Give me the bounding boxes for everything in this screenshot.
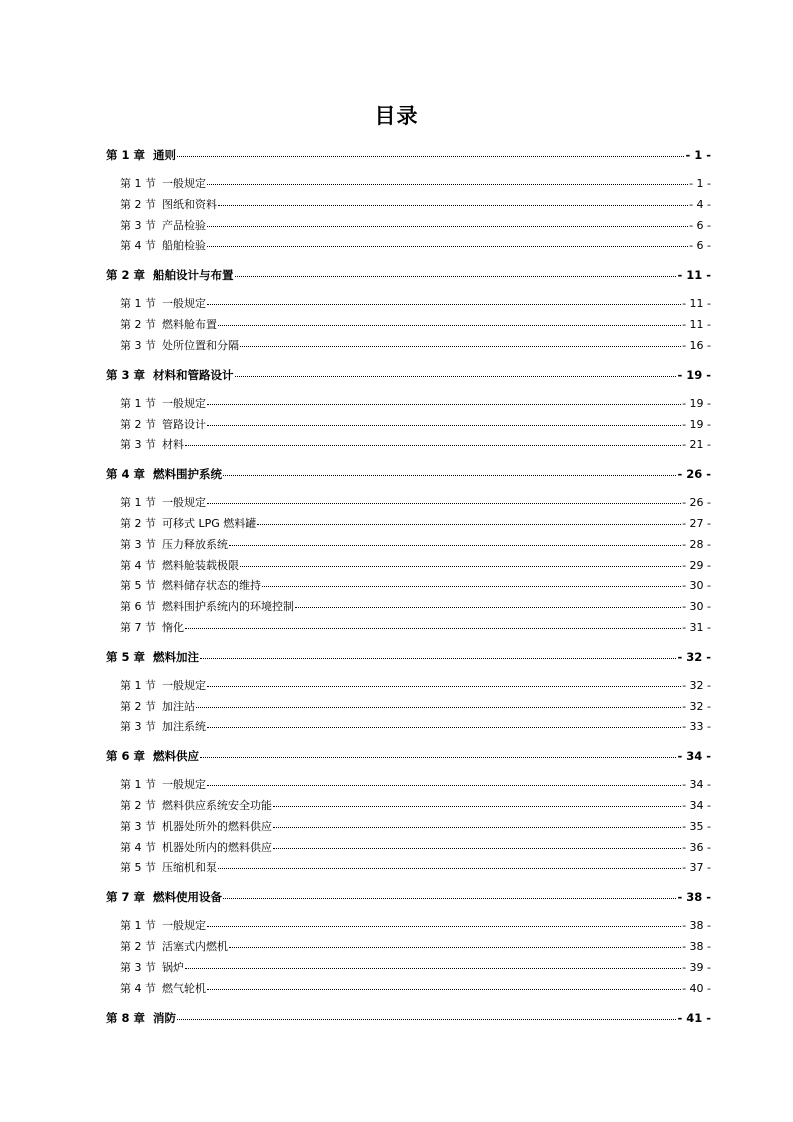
toc-leader-dots: [207, 184, 688, 185]
toc-entry-title: 燃料围护系统: [153, 467, 223, 481]
toc-entry-number: 第 7 章: [106, 890, 146, 904]
toc-entry-title: 一般规定: [162, 679, 206, 692]
toc-leader-dots: [229, 947, 681, 948]
toc-section-entry[interactable]: [120, 537, 711, 553]
toc-entry-page: - 4 -: [689, 198, 711, 211]
toc-leader-dots: [207, 425, 681, 426]
toc-leader-dots: [207, 926, 681, 927]
toc-entry-title: 可移式 LPG 燃料罐: [162, 517, 257, 530]
toc-entry-title: 一般规定: [162, 919, 206, 932]
toc-entry-page: - 19 -: [677, 368, 711, 382]
toc-entry-page: - 39 -: [682, 961, 711, 974]
toc-entry-page: - 21 -: [682, 438, 711, 451]
toc-entry-title: 船舶设计与布置: [153, 268, 234, 282]
toc-entry-number: 第 1 节: [120, 919, 156, 932]
toc-entry-page: - 36 -: [682, 841, 711, 854]
toc-entry-number: 第 2 节: [120, 318, 156, 331]
toc-entry-number: 第 3 节: [120, 720, 156, 733]
toc-entry-title: 加注系统: [162, 720, 206, 733]
toc-section-entry[interactable]: [120, 860, 711, 876]
toc-leader-dots: [235, 376, 677, 377]
toc-section-entry[interactable]: [120, 296, 711, 312]
toc-entry-page: - 33 -: [682, 720, 711, 733]
toc-section-entry[interactable]: [120, 317, 711, 333]
toc-leader-dots: [207, 226, 688, 227]
toc-entry-page: - 32 -: [682, 679, 711, 692]
toc-entry-title: 燃料加注: [153, 650, 200, 664]
toc-entry-page: - 37 -: [682, 861, 711, 874]
toc-leader-dots: [273, 848, 681, 849]
toc-entry-page: - 30 -: [682, 600, 711, 613]
toc-section-entry[interactable]: [120, 699, 711, 715]
toc-chapter-entry[interactable]: [106, 748, 711, 764]
toc-leader-dots: [240, 566, 681, 567]
toc-entry-title: 消防: [153, 1011, 177, 1025]
toc-leader-dots: [207, 785, 681, 786]
toc-leader-dots: [273, 806, 681, 807]
toc-entry-page: - 31 -: [682, 621, 711, 634]
toc-leader-dots: [218, 868, 681, 869]
toc-chapter-entry[interactable]: [106, 1010, 711, 1026]
toc-entry-title: 一般规定: [162, 397, 206, 410]
toc-entry-number: 第 3 节: [120, 961, 156, 974]
toc-section-entry[interactable]: [120, 238, 711, 254]
toc-entry-page: - 11 -: [682, 318, 711, 331]
toc-entry-title: 燃料供应系统安全功能: [162, 799, 272, 812]
toc-leader-dots: [223, 898, 676, 899]
toc-entry-number: 第 7 节: [120, 621, 156, 634]
toc-section-entry[interactable]: [120, 960, 711, 976]
toc-entry-number: 第 5 节: [120, 861, 156, 874]
toc-section-entry[interactable]: [120, 578, 711, 594]
toc-entry-page: - 26 -: [682, 496, 711, 509]
toc-entry-page: - 38 -: [682, 919, 711, 932]
toc-entry-number: 第 3 节: [120, 538, 156, 551]
toc-leader-dots: [177, 1019, 676, 1020]
toc-entry-page: - 35 -: [682, 820, 711, 833]
toc-leader-dots: [207, 503, 681, 504]
toc-leader-dots: [218, 325, 681, 326]
toc-section-entry[interactable]: [120, 819, 711, 835]
toc-leader-dots: [177, 156, 684, 157]
toc-entry-number: 第 8 章: [106, 1011, 146, 1025]
toc-entry-number: 第 1 节: [120, 177, 156, 190]
toc-section-entry[interactable]: [120, 176, 711, 192]
toc-entry-number: 第 1 节: [120, 397, 156, 410]
toc-entry-page: - 30 -: [682, 579, 711, 592]
toc-leader-dots: [223, 475, 676, 476]
toc-leader-dots: [207, 727, 681, 728]
toc-entry-page: - 41 -: [677, 1011, 711, 1025]
toc-entry-page: - 34 -: [682, 799, 711, 812]
toc-entry-title: 压缩机和泵: [162, 861, 217, 874]
toc-entry-title: 惰化: [162, 621, 184, 634]
toc-chapter-entry[interactable]: [106, 889, 711, 905]
toc-leader-dots: [207, 686, 681, 687]
toc-entry-title: 产品检验: [162, 219, 206, 232]
toc-leader-dots: [185, 445, 681, 446]
toc-entry-number: 第 4 节: [120, 982, 156, 995]
toc-entry-page: - 32 -: [682, 700, 711, 713]
toc-entry-number: 第 1 节: [120, 297, 156, 310]
toc-leader-dots: [200, 757, 676, 758]
toc-entry-number: 第 1 章: [106, 148, 146, 162]
toc-section-entry[interactable]: [120, 417, 711, 433]
toc-entry-page: - 34 -: [677, 749, 711, 763]
toc-entry-page: - 32 -: [677, 650, 711, 664]
toc-entry-page: - 40 -: [682, 982, 711, 995]
toc-entry-number: 第 2 节: [120, 198, 156, 211]
toc-entry-number: 第 2 节: [120, 799, 156, 812]
toc-entry-title: 机器处所外的燃料供应: [162, 820, 272, 833]
toc-entry-page: - 34 -: [682, 778, 711, 791]
toc-entry-number: 第 3 章: [106, 368, 146, 382]
toc-entry-title: 一般规定: [162, 496, 206, 509]
toc-section-entry[interactable]: [120, 678, 711, 694]
toc-leader-dots: [235, 276, 677, 277]
toc-entry-title: 燃料舱布置: [162, 318, 217, 331]
toc-entry-number: 第 4 节: [120, 841, 156, 854]
toc-leader-dots: [196, 707, 681, 708]
toc-leader-dots: [200, 658, 676, 659]
toc-entry-title: 管路设计: [162, 418, 206, 431]
toc-entry-page: - 11 -: [682, 297, 711, 310]
toc-entry-title: 处所位置和分隔: [162, 339, 239, 352]
toc-leader-dots: [207, 246, 688, 247]
toc-section-entry[interactable]: [120, 495, 711, 511]
toc-entry-number: 第 2 节: [120, 940, 156, 953]
toc-entry-title: 燃料围护系统内的环境控制: [162, 600, 294, 613]
toc-section-entry[interactable]: [120, 599, 711, 615]
toc-entry-page: - 6 -: [689, 239, 711, 252]
toc-entry-title: 船舶检验: [162, 239, 206, 252]
toc-section-entry[interactable]: [120, 396, 711, 412]
toc-entry-title: 材料和管路设计: [153, 368, 234, 382]
toc-section-entry[interactable]: [120, 620, 711, 636]
toc-entry-title: 一般规定: [162, 778, 206, 791]
toc-entry-title: 活塞式内燃机: [162, 940, 228, 953]
toc-leader-dots: [240, 346, 681, 347]
toc-section-entry[interactable]: [120, 777, 711, 793]
toc-entry-title: 加注站: [162, 700, 195, 713]
toc-section-entry[interactable]: [120, 338, 711, 354]
toc-chapter-entry[interactable]: [106, 147, 711, 163]
toc-entry-number: 第 2 节: [120, 700, 156, 713]
toc-entry-page: - 6 -: [689, 219, 711, 232]
toc-leader-dots: [207, 404, 681, 405]
toc-leader-dots: [218, 205, 688, 206]
toc-entry-title: 燃料储存状态的维持: [162, 579, 261, 592]
toc-entry-number: 第 2 节: [120, 418, 156, 431]
toc-leader-dots: [185, 628, 681, 629]
toc-entry-number: 第 3 节: [120, 339, 156, 352]
toc-entry-page: - 16 -: [682, 339, 711, 352]
toc-entry-page: - 19 -: [682, 418, 711, 431]
toc-entry-number: 第 1 节: [120, 679, 156, 692]
page-title: 目录: [374, 104, 419, 128]
toc-leader-dots: [295, 607, 681, 608]
toc-entry-page: - 26 -: [677, 467, 711, 481]
toc-entry-title: 燃料使用设备: [153, 890, 223, 904]
toc-entry-title: 燃料舱装载极限: [162, 559, 239, 572]
toc-entry-number: 第 6 章: [106, 749, 146, 763]
toc-entry-page: - 19 -: [682, 397, 711, 410]
toc-entry-title: 机器处所内的燃料供应: [162, 841, 272, 854]
toc-entry-title: 通则: [153, 148, 177, 162]
toc-leader-dots: [207, 304, 681, 305]
toc-entry-page: - 1 -: [685, 148, 711, 162]
toc-entry-number: 第 4 章: [106, 467, 146, 481]
toc-entry-title: 图纸和资料: [162, 198, 217, 211]
toc-section-entry[interactable]: [120, 840, 711, 856]
toc-entry-page: - 38 -: [682, 940, 711, 953]
toc-entry-number: 第 5 节: [120, 579, 156, 592]
toc-chapter-entry[interactable]: [106, 466, 711, 482]
toc-entry-page: - 1 -: [689, 177, 711, 190]
toc-section-entry[interactable]: [120, 798, 711, 814]
toc-entry-number: 第 2 章: [106, 268, 146, 282]
toc-leader-dots: [185, 968, 681, 969]
toc-leader-dots: [229, 545, 681, 546]
toc-section-entry[interactable]: [120, 918, 711, 934]
toc-section-entry[interactable]: [120, 981, 711, 997]
toc-chapter-entry[interactable]: [106, 367, 711, 383]
toc-entry-number: 第 3 节: [120, 438, 156, 451]
toc-entry-title: 压力释放系统: [162, 538, 228, 551]
toc-entry-title: 一般规定: [162, 177, 206, 190]
toc-entry-page: - 29 -: [682, 559, 711, 572]
toc-entry-page: - 27 -: [682, 517, 711, 530]
toc-entry-number: 第 1 节: [120, 496, 156, 509]
toc-leader-dots: [273, 827, 681, 828]
toc-section-entry[interactable]: [120, 939, 711, 955]
toc-entry-title: 一般规定: [162, 297, 206, 310]
toc-section-entry[interactable]: [120, 437, 711, 453]
toc-chapter-entry[interactable]: [106, 649, 711, 665]
toc-section-entry[interactable]: [120, 197, 711, 213]
toc-entry-number: 第 4 节: [120, 559, 156, 572]
toc-entry-number: 第 1 节: [120, 778, 156, 791]
toc-entry-number: 第 2 节: [120, 517, 156, 530]
toc-entry-title: 燃料供应: [153, 749, 200, 763]
toc-leader-dots: [262, 586, 681, 587]
toc-entry-page: - 11 -: [677, 268, 711, 282]
toc-entry-title: 燃气轮机: [162, 982, 206, 995]
toc-entry-number: 第 4 节: [120, 239, 156, 252]
toc-section-entry[interactable]: [120, 558, 711, 574]
toc-entry-number: 第 5 章: [106, 650, 146, 664]
toc-section-entry[interactable]: [120, 218, 711, 234]
toc-entry-title: 锅炉: [162, 961, 184, 974]
toc-section-entry[interactable]: [120, 719, 711, 735]
toc-entry-number: 第 3 节: [120, 219, 156, 232]
toc-entry-page: - 38 -: [677, 890, 711, 904]
toc-entry-number: 第 6 节: [120, 600, 156, 613]
toc-leader-dots: [207, 989, 681, 990]
toc-entry-title: 材料: [162, 438, 184, 451]
toc-entry-page: - 28 -: [682, 538, 711, 551]
toc-entry-number: 第 3 节: [120, 820, 156, 833]
toc-section-entry[interactable]: [120, 516, 711, 532]
toc-leader-dots: [257, 524, 681, 525]
toc-chapter-entry[interactable]: [106, 267, 711, 283]
